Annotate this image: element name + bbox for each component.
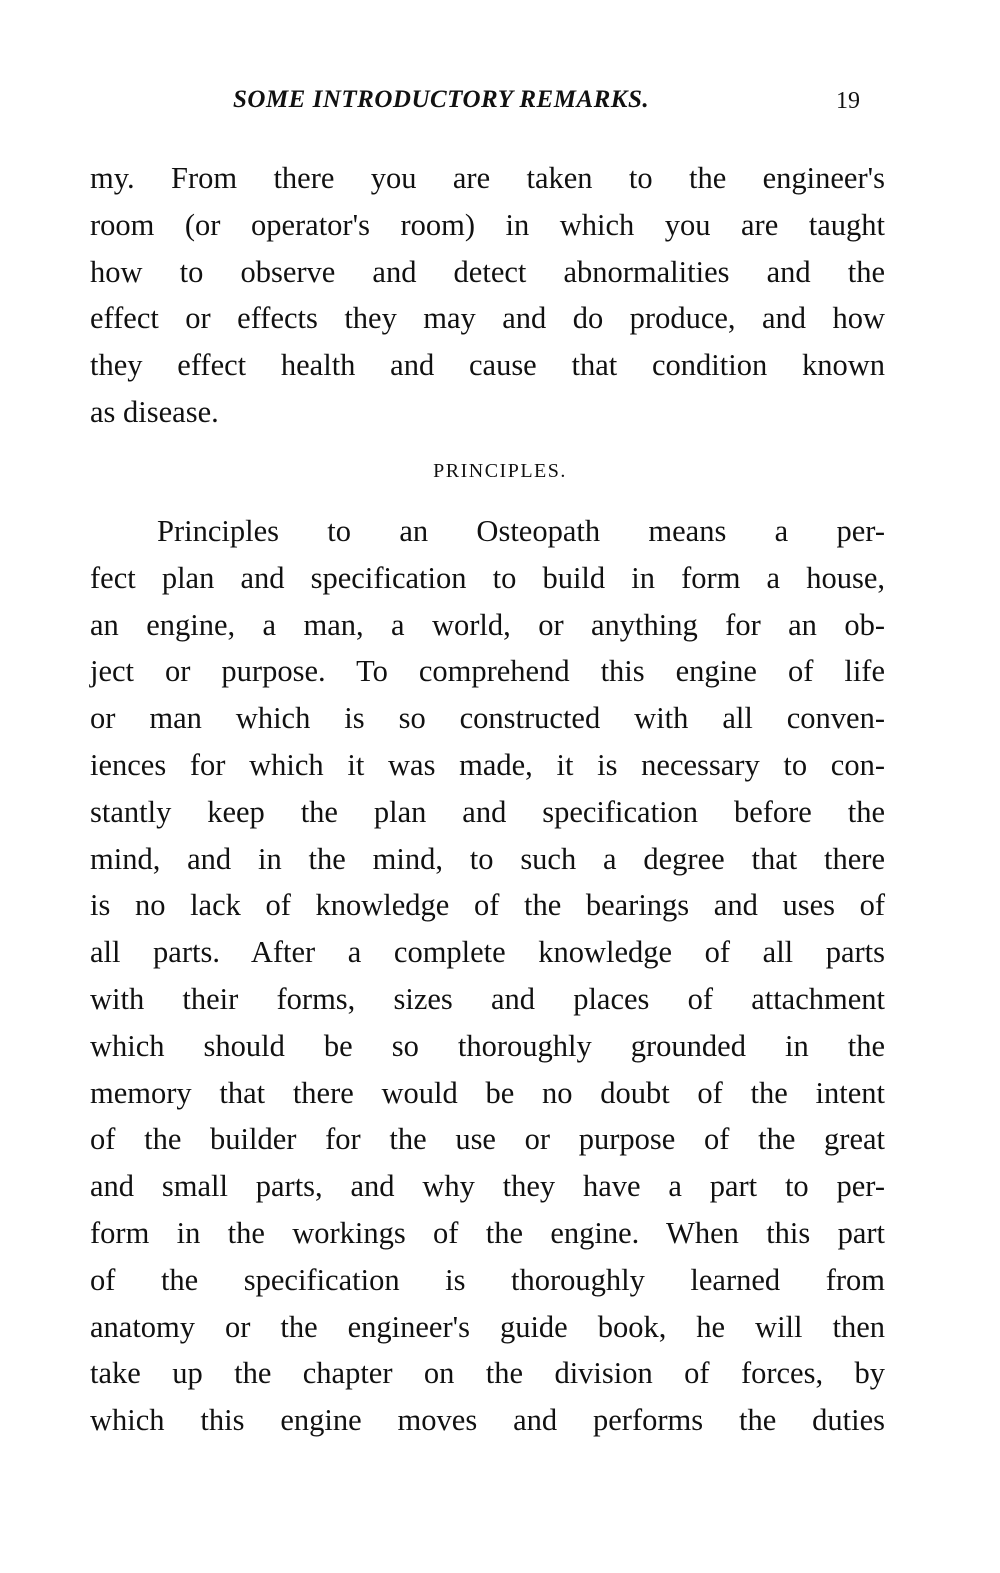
text-line: or man which is so constructed with all conven- — [90, 701, 885, 736]
text-line: as disease. — [90, 394, 219, 429]
text-line: take up the chapter on the division of forces, by — [90, 1356, 885, 1391]
text-line: of the builder for the use or purpose of the great — [90, 1122, 885, 1157]
text-line: room (or operator's room) in which you are taught — [90, 207, 885, 242]
text-line: is no lack of knowledge of the bearings and uses of — [90, 888, 885, 923]
text-line: they effect health and cause that condition known — [90, 348, 885, 383]
text-line: of the specification is thoroughly learned from — [90, 1262, 885, 1297]
text-line: which should be so thoroughly grounded in the — [90, 1028, 885, 1063]
text-line: stantly keep the plan and specification before the — [90, 794, 885, 829]
text-line: with their forms, sizes and places of attachment — [90, 981, 885, 1016]
text-line: all parts. After a complete knowledge of all parts — [90, 935, 885, 970]
text-line: fect plan and specification to build in form a house, — [90, 560, 885, 595]
text-line: effect or effects they may and do produce, and how — [90, 301, 885, 336]
text-line: memory that there would be no doubt of the intent — [90, 1075, 885, 1110]
text-line: my. From there you are taken to the engineer's — [90, 161, 885, 195]
running-head: SOME INTRODUCTORY REMARKS. — [233, 86, 650, 113]
text-line: anatomy or the engineer's guide book, he will then — [90, 1309, 885, 1344]
text-line: mind, and in the mind, to such a degree that there — [90, 841, 885, 876]
text-line: an engine, a man, a world, or anything for an ob- — [90, 607, 885, 642]
text-line: form in the workings of the engine. When this part — [90, 1215, 885, 1250]
text-line: and small parts, and why they have a part to per- — [90, 1169, 885, 1204]
page-number: 19 — [836, 88, 860, 114]
text-line: which this engine moves and performs the duties — [90, 1403, 885, 1438]
paragraph-1 — [90, 155, 885, 436]
paragraph-2 — [90, 508, 885, 1444]
text-line: iences for which it was made, it is necessary to con- — [90, 747, 885, 782]
section-heading: PRINCIPLES. — [433, 460, 567, 482]
text-line: Principles to an Osteopath means a per- — [157, 514, 885, 548]
text-line: how to observe and detect abnormalities and the — [90, 254, 885, 289]
text-line: ject or purpose. To comprehend this engine of life — [90, 654, 885, 689]
